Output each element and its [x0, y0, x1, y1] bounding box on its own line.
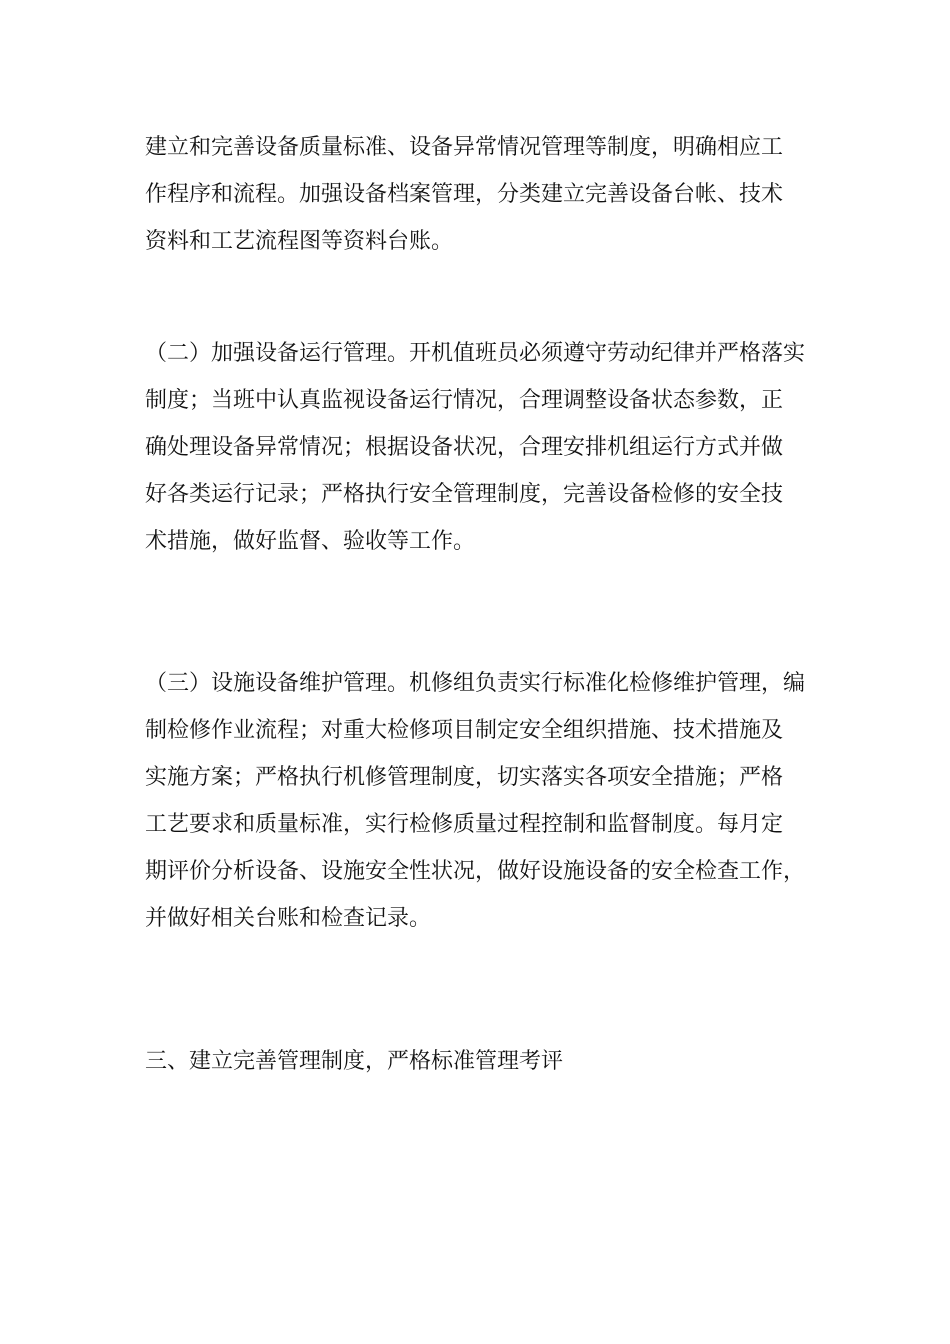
paragraph-maintenance-management — [145, 660, 813, 942]
text-line: （二）加强设备运行管理。开机值班员必须遵守劳动纪律并严格落实 — [145, 341, 806, 366]
text-line: 期评价分析设备、设施安全性状况，做好设施设备的安全检查工作， — [145, 859, 806, 884]
text-line: 实施方案；严格执行机修管理制度，切实落实各项安全措施；严格 — [145, 765, 784, 790]
text-line: 术措施，做好监督、验收等工作。 — [145, 529, 476, 554]
heading-text: 三、建立完善管理制度，严格标准管理考评 — [145, 1049, 564, 1074]
section-heading — [145, 1038, 813, 1085]
text-line: 建立和完善设备质量标准、设备异常情况管理等制度，明确相应工 — [145, 135, 784, 160]
text-line: 制检修作业流程；对重大检修项目制定安全组织措施、技术措施及 — [145, 718, 784, 743]
text-line: 制度；当班中认真监视设备运行情况，合理调整设备状态参数，正 — [145, 388, 784, 413]
text-line: 作程序和流程。加强设备档案管理，分类建立完善设备台帐、技术 — [145, 182, 784, 207]
text-line: 并做好相关台账和检查记录。 — [145, 906, 432, 931]
paragraph-equipment-standards — [145, 124, 813, 265]
text-line: 确处理设备异常情况；根据设备状况，合理安排机组运行方式并做 — [145, 435, 784, 460]
text-line: 资料和工艺流程图等资料台账。 — [145, 229, 454, 254]
paragraph-operation-management — [145, 330, 813, 565]
text-line: 好各类运行记录；严格执行安全管理制度，完善设备检修的安全技 — [145, 482, 784, 507]
text-line: 工艺要求和质量标准，实行检修质量过程控制和监督制度。每月定 — [145, 812, 784, 837]
text-line: （三）设施设备维护管理。机修组负责实行标准化检修维护管理，编 — [145, 671, 806, 696]
